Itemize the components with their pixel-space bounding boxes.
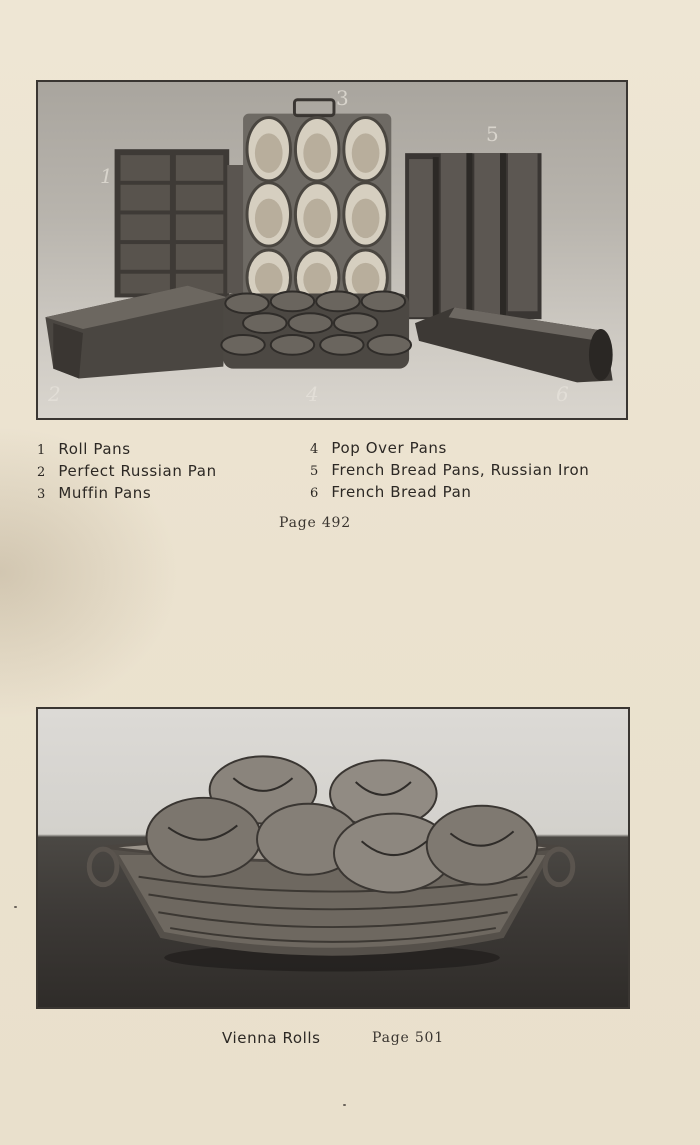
vienna-rolls-photo (36, 707, 630, 1009)
roll-pans-drawing (115, 149, 245, 297)
russian-pan-drawing (45, 286, 227, 379)
caption-roll-pans: 1 Roll Pans (37, 440, 131, 458)
plate-number-4: 4 (306, 382, 319, 406)
plate-number-2: 2 (48, 382, 61, 406)
french-bread-pans-drawing (405, 153, 541, 319)
bread-pans-photo (36, 80, 628, 420)
plate-number-3: 3 (336, 86, 349, 110)
plate-number-5: 5 (486, 122, 499, 146)
page-ref-501: Page 501 (372, 1030, 444, 1046)
caption-perfect-russian-pan: 2 Perfect Russian Pan (37, 462, 217, 480)
paper-fleck (343, 1104, 346, 1106)
muffin-pans-drawing (243, 100, 391, 306)
plate-number-6: 6 (556, 382, 569, 406)
plate-number-1: 1 (100, 164, 113, 188)
french-bread-pan-drawing (415, 307, 613, 382)
paper-fleck (14, 906, 17, 908)
caption-muffin-pans: 3 Muffin Pans (37, 484, 152, 502)
bread-pans-illustration (38, 82, 626, 418)
caption-pop-over-pans: 4 Pop Over Pans (310, 439, 447, 457)
caption-french-bread-pans-russian-iron: 5 French Bread Pans, Russian Iron (310, 461, 590, 479)
caption-french-bread-pan: 6 French Bread Pan (310, 483, 472, 501)
page-ref-492: Page 492 (279, 515, 351, 531)
vienna-rolls-caption: Vienna Rolls (222, 1029, 321, 1047)
vienna-rolls-illustration (38, 709, 628, 1007)
pop-over-pans-drawing (221, 292, 411, 369)
